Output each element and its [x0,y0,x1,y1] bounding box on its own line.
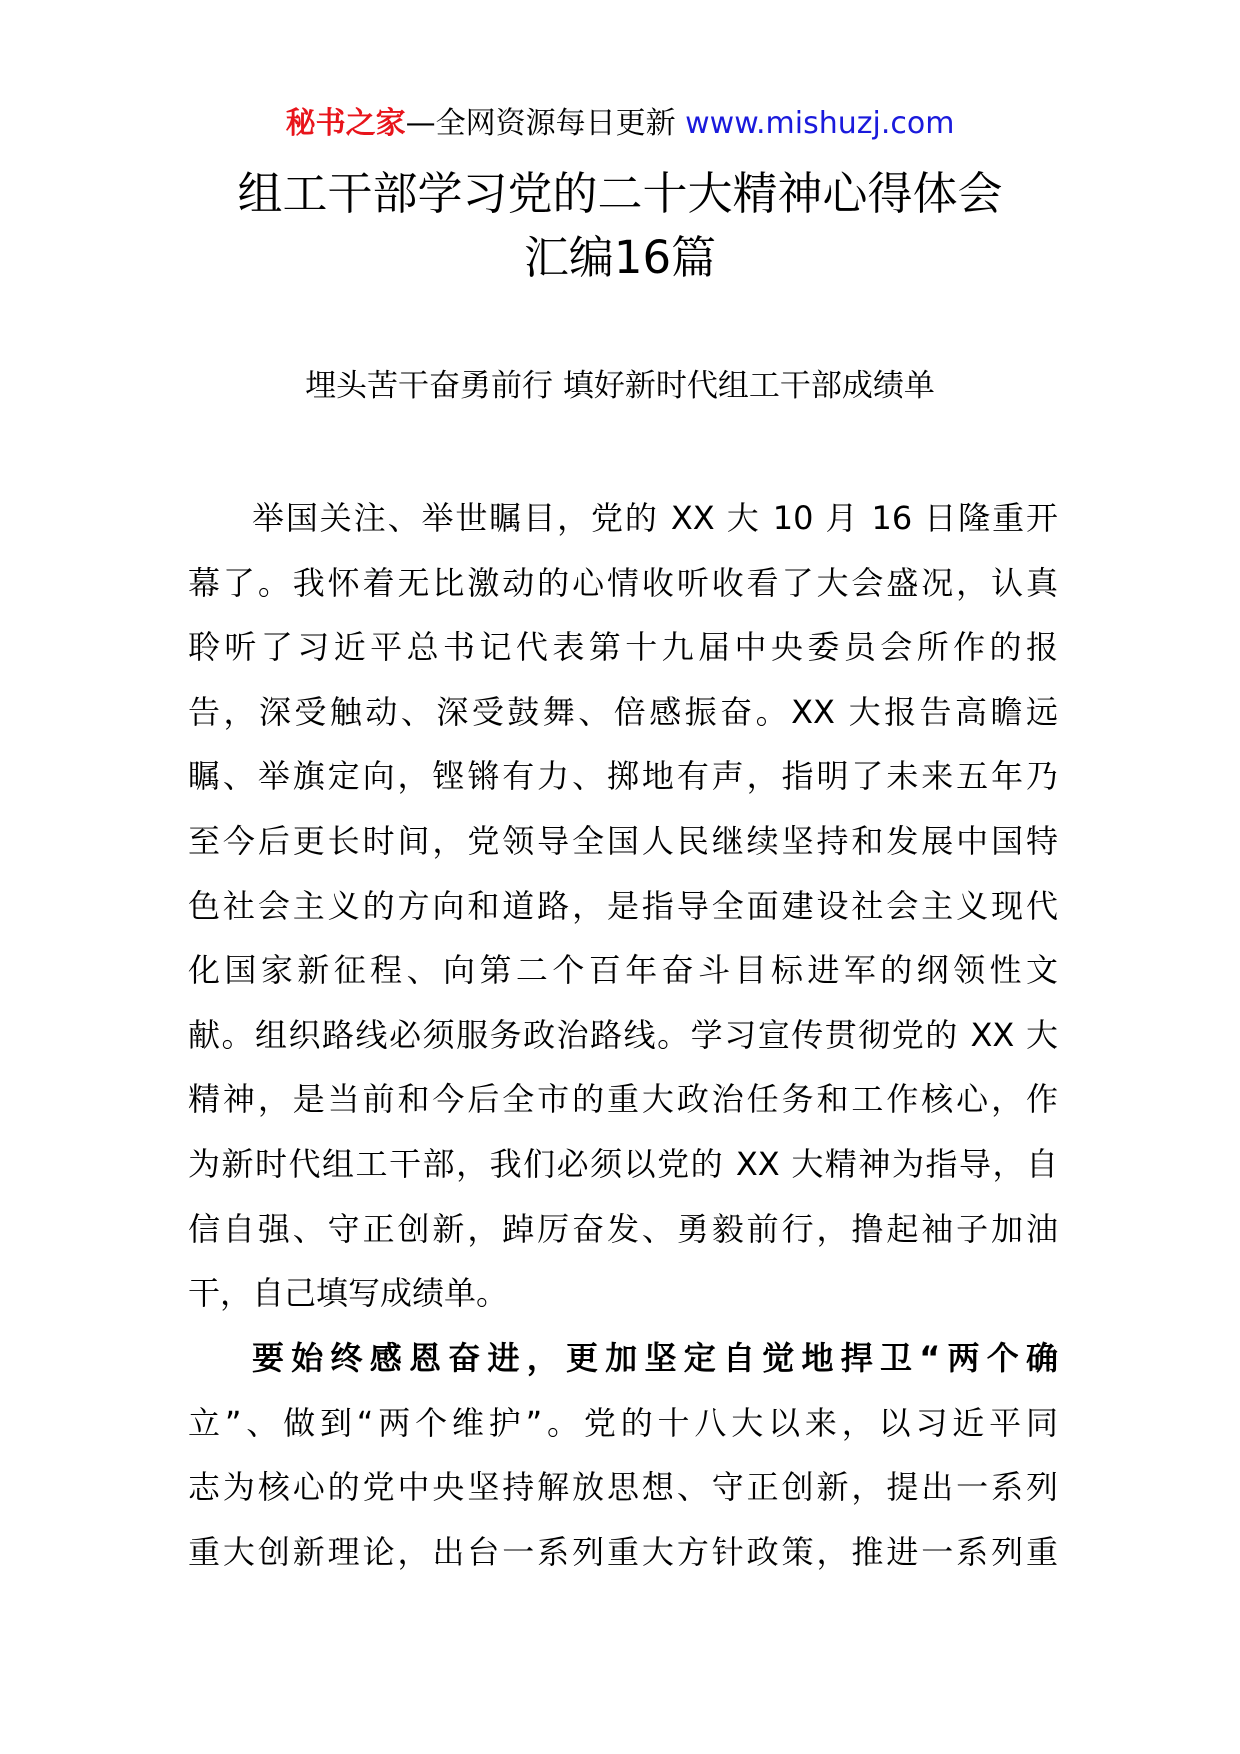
body-line: 立”、做到“两个维护”。党的十八大以来，以习近平同 [188,1403,1058,1442]
body-line: 告，深受触动、深受鼓舞、倍感振奋。XX 大报告高瞻远 [188,692,1058,731]
body-line: 为新时代组工干部，我们必须以党的 XX 大精神为指导，自 [188,1144,1058,1183]
body-line: 化国家新征程、向第二个百年奋斗目标进军的纲领性文 [188,951,1058,990]
body-line: 聆听了习近平总书记代表第十九届中央委员会所作的报 [188,628,1058,667]
body-line: 瞩、举旗定向，铿锵有力、掷地有声，指明了未来五年乃 [188,757,1058,796]
site-url-link[interactable]: www.mishuzj.com [685,106,955,141]
body-paragraph-2 [188,1326,1058,1584]
body-line: 干，自己填写成绩单。 [188,1274,509,1313]
body-line: 幕了。我怀着无比激动的心情收听收看了大会盛况，认真 [188,563,1058,602]
article-subtitle: 埋头苦干奋勇前行 填好新时代组工干部成绩单 [305,368,935,404]
site-tagline: —全网资源每日更新 [405,106,676,141]
site-header [0,104,1240,144]
body-line: 献。组织路线必须服务政治路线。学习宣传贯彻党的 XX 大 [188,1015,1058,1054]
site-brand: 秘书之家 [285,106,406,141]
body-line: 精神，是当前和今后全市的重大政治任务和工作核心，作 [188,1080,1058,1119]
body-line: 重大创新理论，出台一系列重大方针政策，推进一系列重 [188,1532,1058,1571]
body-line: 举国关注、举世瞩目，党的 XX 大 10 月 16 日隆重开 [252,499,1058,537]
body-paragraph-1 [188,486,1058,1326]
body-line: 信自强、守正创新，踔厉奋发、勇毅前行，撸起袖子加油 [188,1209,1058,1248]
body-line: 至今后更长时间，党领导全国人民继续坚持和发展中国特 [188,821,1058,860]
body-line: 色社会主义的方向和道路，是指导全面建设社会主义现代 [188,886,1058,925]
document-title-line2: 汇编16篇 [523,231,717,284]
body-line: 志为核心的党中央坚持解放思想、守正创新，提出一系列 [188,1468,1058,1507]
body-line-lead: 要始终感恩奋进，更加坚定自觉地捍卫“两个确 [252,1339,1058,1377]
document-title-line1: 组工干部学习党的二十大精神心得体会 [237,167,1003,220]
